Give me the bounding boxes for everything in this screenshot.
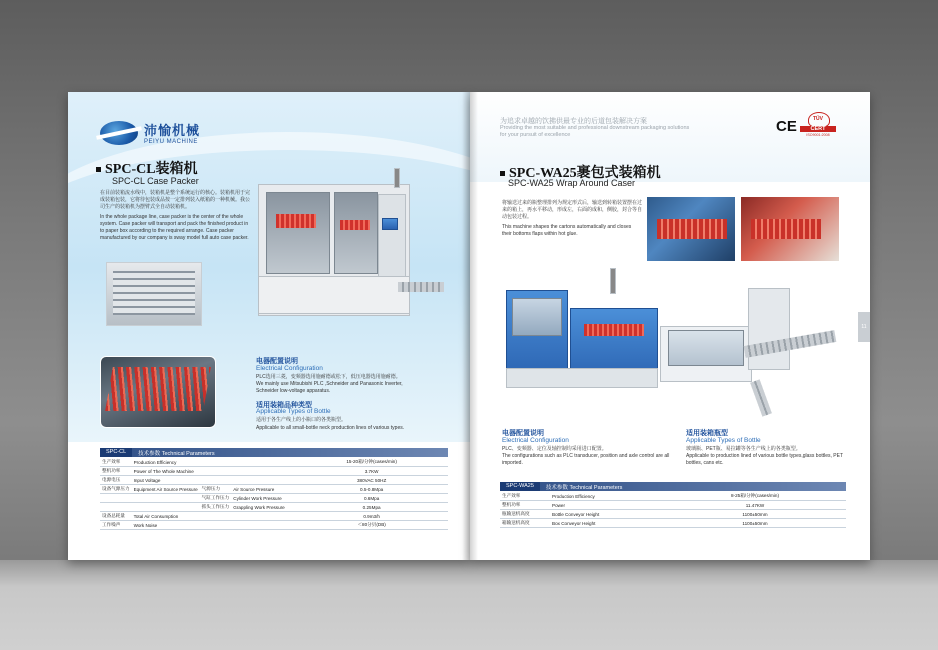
tuv-cert-logo: TÜV CERT ISO9001:2008 <box>800 112 836 138</box>
intro-text-cn: 在目前装箱流水线中，装箱机是整个系统运行的核心。装箱机用于完成装箱包装，它将待包装成品按一定排列装入纸箱的一种机械。我公司生产的装箱机为摆臂式全自动装箱机。 <box>100 190 251 210</box>
title-bullet-icon <box>500 171 505 176</box>
tagline-cn: 为追求卓越的饮拂供最专业的后道包装解决方案 <box>500 118 647 125</box>
intro-text-en: In the whole package line, case packer is the center of the whole system. Case packer will transport and pack the finished product in to paper box according to the required arrange. Case packer manufactured by our company is sway model full auto case packer. <box>100 214 249 241</box>
table-row: 瓶输送机高度 Bottle Conveyor Height 1100±50mm <box>500 510 846 519</box>
table-row: 设备气源压力 Equipment Air Source Pressure 气源压力 Air Source Pressure 0.5-0.8Mpa <box>100 485 448 494</box>
case-packer-machine-image <box>248 164 448 332</box>
bottle-desc-en: Applicable to production lined of various bottle types,glass bottles, PET bottles, cans etc. <box>686 453 843 466</box>
table-row: 抓头工作压力 Grappling Work Pressure 0.25Mpa <box>100 503 448 512</box>
electrical-heading-en: Electrical Configuration <box>502 437 569 444</box>
spec-code: SPC-WA25 <box>500 482 540 491</box>
brand-name-cn: 沛愉机械 <box>144 123 201 138</box>
electrical-desc-cn: PLC选用三菱，变频器选用施耐德或松下，低压电器选用施耐德。 <box>256 374 401 380</box>
bottle-heading-cn: 适用装箱品种类型 <box>256 402 312 409</box>
book-spine <box>462 92 478 560</box>
table-row: 工作噪声 Work Noise ＜80分贝(DB) <box>100 521 448 530</box>
table-row: 箱输送机高度 Box Conveyor Height 1100±50mm <box>500 519 846 528</box>
bottle-desc-en: Applicable to all small-bottle neck production lines of various types. <box>256 425 405 431</box>
bottle-desc-cn: 适用于各生产线上的小瓶口的各类瓶型。 <box>256 417 347 423</box>
bottle-gripper-photo <box>100 356 216 428</box>
table-row: 电源电压 Input Voltage 380VAC 50HZ <box>100 476 448 485</box>
table-row: 整机功率 Power 11.47KW <box>500 501 846 510</box>
title-bullet-icon <box>96 167 101 172</box>
table-row: 生产效率 Production Efficiency 8-25箱/分钟(cases/min) <box>500 492 846 501</box>
bottle-heading-en: Applicable Types of Bottle <box>686 437 761 444</box>
tagline-en-1: Providing the most suitable and professional downstream packaging solutions <box>500 125 690 131</box>
product-title-en: SPC-CL Case Packer <box>112 176 199 186</box>
table-row: 气缸工作压力 Cylinder Work Pressure 0.6Mpa <box>100 494 448 503</box>
bottle-heading-en: Applicable Types of Bottle <box>256 408 331 415</box>
spec-label: 技术参数 Technical Parameters <box>138 450 215 457</box>
bottle-conveyor-photo <box>646 196 736 262</box>
floor-background <box>0 560 938 650</box>
electrical-desc-en: The configurations such as PLC transducer, position and axle control are all imported. <box>502 453 670 466</box>
tagline-en-2: for your pursuit of excellence <box>500 132 571 138</box>
spec-table-header <box>100 448 448 457</box>
brand-logo <box>100 120 200 145</box>
spec-table-left <box>100 458 448 530</box>
product-title-cn: SPC-WA25裹包式装箱机 <box>500 162 661 182</box>
table-row: 整机功率 Power of The Whole Machine 3.7KW <box>100 467 448 476</box>
electrical-desc-en: We mainly use Mitsubishi PLC ,Schneider and Panasonic Inverter, Schneider low-voltage apparatus. <box>256 381 403 394</box>
table-row: 设备总耗量 Total Air Consumption 0.9m3/h <box>100 512 448 521</box>
product-title-en: SPC-WA25 Wrap Around Caser <box>508 178 636 188</box>
electrical-heading-en: Electrical Configuration <box>256 365 323 372</box>
electrical-desc-cn: PLC、变频器、定位及轴控制均采用进口配置。 <box>502 446 607 452</box>
bottle-heading-cn: 适用装箱瓶型 <box>686 430 728 437</box>
ce-mark-icon: CE <box>776 118 797 135</box>
spec-table-right <box>500 492 846 528</box>
electrical-panel-photo <box>106 262 202 326</box>
spec-label: 技术参数 Technical Parameters <box>545 484 623 491</box>
spec-code: SPC-CL <box>100 448 132 457</box>
electrical-heading-cn: 电器配置说明 <box>256 358 298 365</box>
page-number-tab: 11 <box>858 312 870 342</box>
intro-text-en: This machine shapes the cartons automatically and closes their bottoms flaps within hot glue. <box>502 224 632 237</box>
electrical-heading-cn: 电器配置说明 <box>502 430 544 437</box>
spec-table-header <box>500 482 846 491</box>
carton-wrapping-photo <box>740 196 840 262</box>
brand-name-en: PEIYU MACHINE <box>144 139 198 145</box>
right-page <box>470 92 870 560</box>
wrap-around-caser-image <box>500 268 840 418</box>
product-title-cn: SPC-CL装箱机 <box>96 158 198 178</box>
table-row: 生产效率 Production Efficiency 15-20箱/分钟(cases/min) <box>100 458 448 467</box>
left-page <box>68 92 470 560</box>
bottle-desc-cn: 玻璃瓶、PET瓶、易拉罐等各生产线上的各类瓶型。 <box>686 446 801 452</box>
intro-text-cn: 将输送过来的瓶整理排列为规定形式后，输送到转箱装置摆在过来的箱上，再水平移动，形成左，右面的成和，侧胶，封合等自动包装过程。 <box>502 200 643 220</box>
globe-logo-icon <box>100 121 138 145</box>
